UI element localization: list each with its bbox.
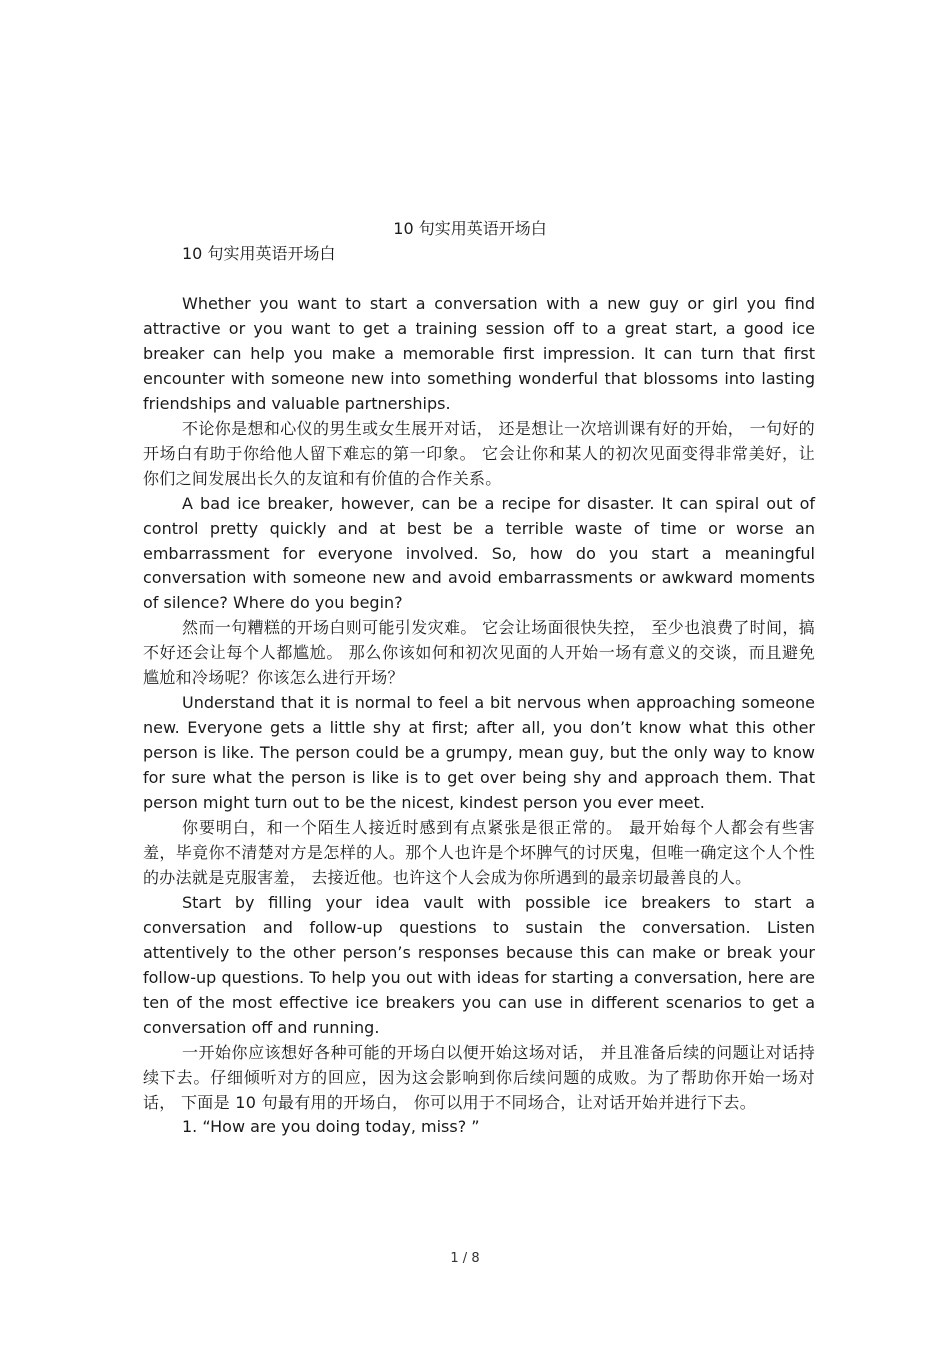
list-item-1: 1. “How are you doing today, miss? ”: [182, 1117, 480, 1137]
document-body: [143, 292, 815, 1140]
paragraph-english-4: Start by filling your idea vault with possible ice breakers to start a conversation and follow-up questions to sustain the conversation. Listen attentively to the other person’s responses because this can make or break your follow-up questions. To help you out with ideas for starting a conversation, here are ten of the most effective ice breakers you can use in different scenarios to get a conversation off and running.: [143, 892, 815, 1037]
document-title: 10 句实用英语开场白: [393, 219, 547, 238]
document-subtitle: 10 句实用英语开场白: [182, 244, 336, 263]
paragraph-chinese-3: 你要明白，和一个陌生人接近时感到有点紧张是很正常的。 最开始每个人都会有些害羞，毕竟你不清楚对方是怎样的人。那个人也许是个坏脾气的讨厌鬼，但唯一确定这个人个性的办法就是克服害羞， 去接近他。也许这个人会成为你所遇到的最亲切最善良的人。: [143, 818, 815, 887]
paragraph-chinese-1: 不论你是想和心仪的男生或女生展开对话， 还是想让一次培训课有好的开始， 一句好的开场白有助于你给他人留下难忘的第一印象。 它会让你和某人的初次见面变得非常美好，让你们之间发展出长久的友谊和有价值的合作关系。: [143, 418, 815, 488]
page-number: 1 / 8: [450, 1251, 480, 1266]
paragraph-chinese-4: 一开始你应该想好各种可能的开场白以便开始这场对话， 并且准备后续的问题让对话持续下去。仔细倾听对方的回应，因为这会影响到你后续问题的成败。为了帮助你开始一场对话， 下面是 10 句最有用的开场白， 你可以用于不同场合，让对话开始并进行下去。: [143, 1042, 815, 1112]
paragraph-english-1: Whether you want to start a conversation with a new guy or girl you find attractive or you want to get a training session off to a great start, a good ice breaker can help you make a memorable first impression. It can turn that first encounter with someone new into something wonderful that blossoms into lasting friendships and valuable partnerships.: [143, 294, 815, 413]
paragraph-english-3: Understand that it is normal to feel a bit nervous when approaching someone new. Everyone gets a little shy at first; after all, you don’t know what this other person is like. The person could be a grumpy, mean guy, but the only way to know for sure what the person is like is to get over being shy and approach them. That person might turn out to be the nicest, kindest person you ever meet.: [143, 693, 815, 813]
paragraph-chinese-2: 然而一句糟糕的开场白则可能引发灾难。 它会让场面很快失控， 至少也浪费了时间，搞不好还会让每个人都尴尬。 那么你该如何和初次见面的人开始一场有意义的交谈，而且避免尴尬和冷场呢？你该怎么进行开场？: [143, 618, 815, 688]
paragraph-english-2: A bad ice breaker, however, can be a recipe for disaster. It can spiral out of control pretty quickly and at best be a terrible waste of time or worse an embarrassment for everyone involved. So, how do you start a meaningful conversation with someone new and avoid embarrassments or awkward moments of silence? Where do you begin?: [143, 493, 815, 613]
